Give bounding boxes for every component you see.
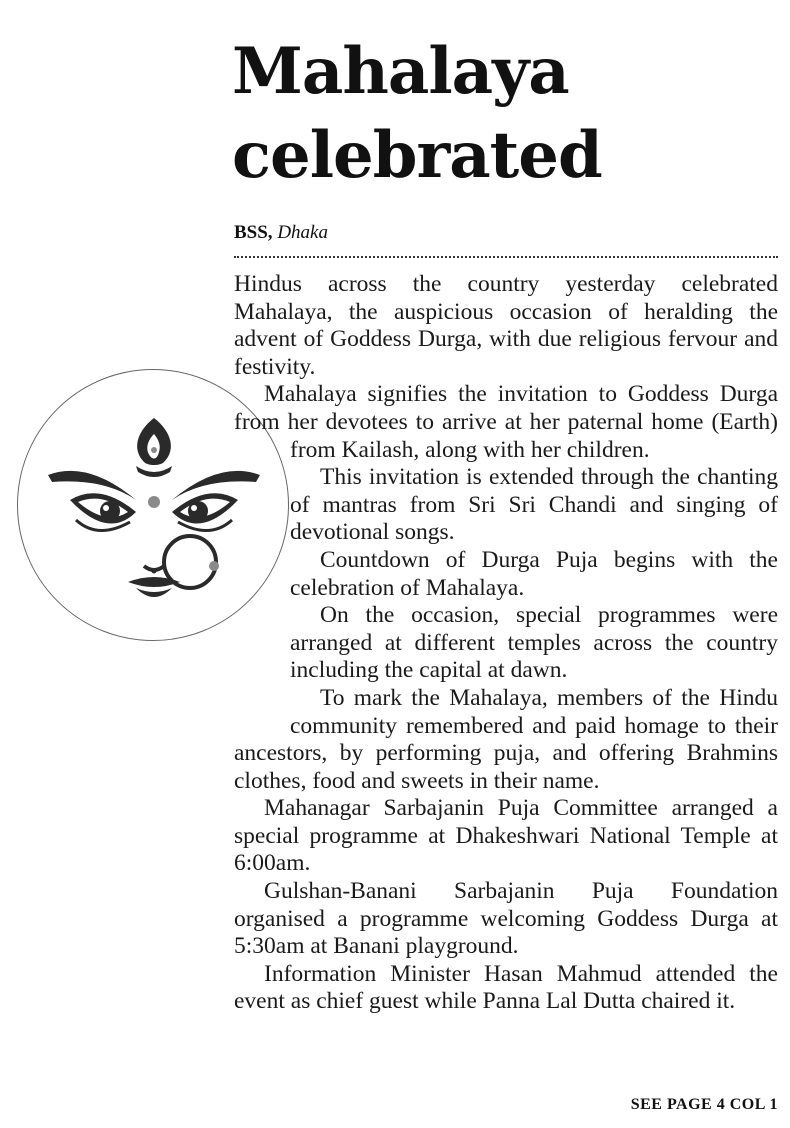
- byline-agency: BSS,: [234, 222, 273, 243]
- paragraph: Mahalaya signifies the invitation to Goddess Durga from her devotees to arrive at her paternal home (Earth) from Kailash, along with her children.: [234, 381, 778, 463]
- paragraph: This invitation is extended through the chanting of mantras from Sri Sri Chandi and singing of devotional songs.: [290, 464, 778, 546]
- paragraph: To mark the Mahalaya, members of the Hindu community remembered and paid homage to their ancestors, by performing puja, and offering Brahmins clothes, food and sweets in their name.: [234, 684, 778, 794]
- paragraph: Hindus across the country yesterday celebrated Mahalaya, the auspicious occasion of heralding the advent of Goddess Durga, with due religious fervour and festivity.: [234, 271, 778, 380]
- paragraph: Gulshan-Banani Sarbajanin Puja Foundation organised a programme welcoming Goddess Durga at 5:30am at Banani playground.: [234, 878, 778, 960]
- paragraph: Mahanagar Sarbajanin Puja Committee arranged a special programme at Dhakeshwari National Temple at 6:00am.: [234, 795, 778, 877]
- headline: [232, 30, 782, 198]
- paragraph: Information Minister Hasan Mahmud attended the event as chief guest while Panna Lal Dutta chaired it.: [234, 960, 778, 1015]
- byline-place: Dhaka: [277, 222, 328, 243]
- article-body: [234, 271, 778, 1016]
- paragraph: On the occasion, special programmes were arranged at different temples across the country including the capital at dawn.: [290, 602, 778, 684]
- paragraph: Countdown of Durga Puja begins with the celebration of Mahalaya.: [290, 546, 778, 601]
- dotted-divider: [234, 256, 778, 258]
- headline-line-1: Mahalaya: [232, 34, 569, 109]
- headline-line-2: celebrated: [232, 118, 602, 193]
- continuation-reference[interactable]: SEE PAGE 4 COL 1: [630, 1096, 778, 1113]
- byline: [234, 222, 328, 244]
